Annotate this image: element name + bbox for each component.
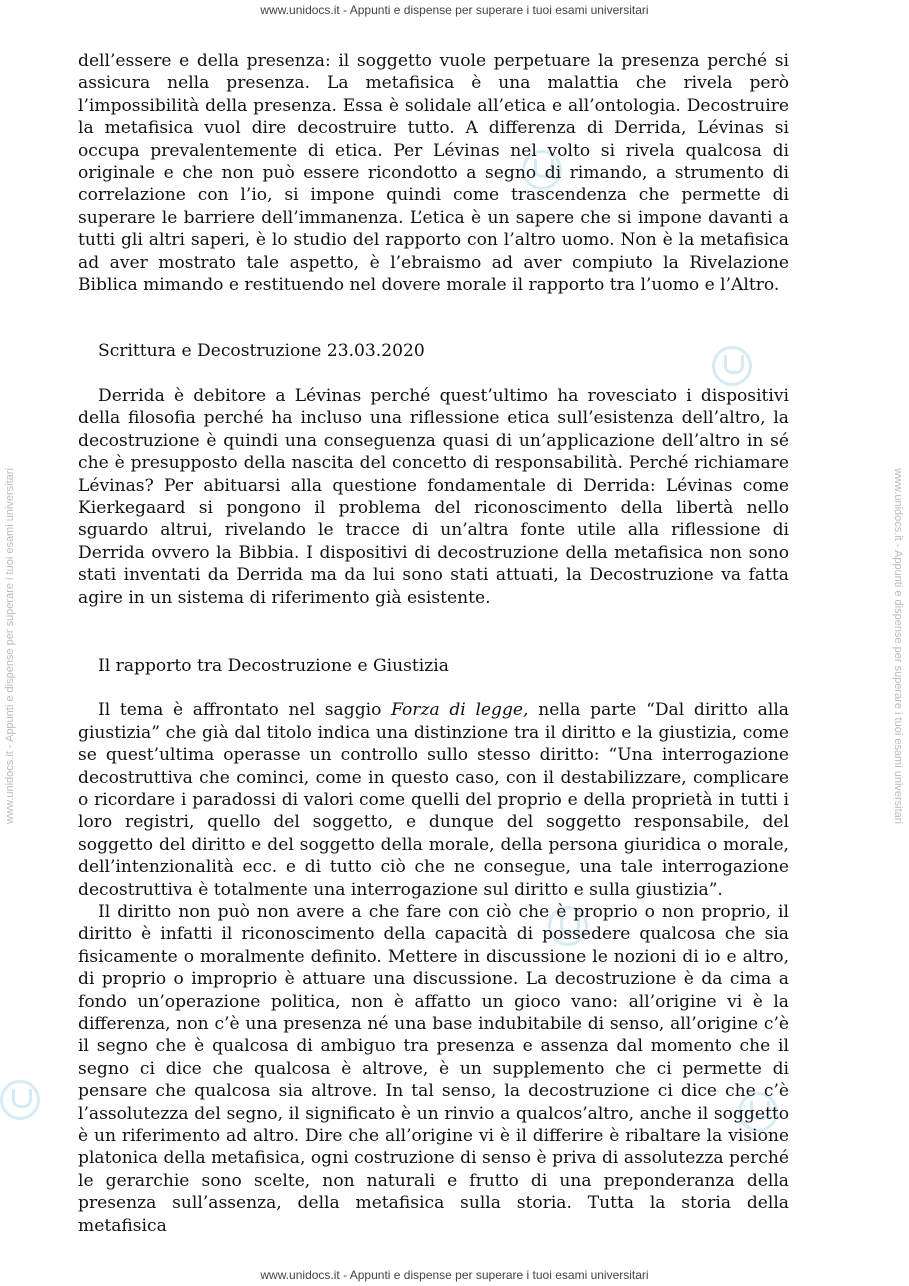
document-body	[78, 50, 789, 1237]
left-watermark-banner: www.unidocs.it - Appunti e dispense per superare i tuoi esami universitari	[4, 468, 16, 824]
bottom-watermark-banner: www.unidocs.it - Appunti e dispense per superare i tuoi esami universitari	[260, 1268, 649, 1282]
book-title-italic: Forza di legge,	[391, 700, 529, 721]
section-heading-scrittura: Scrittura e Decostruzione 23.03.2020	[98, 341, 425, 362]
right-watermark-banner: www.unidocs.it - Appunti e dispense per superare i tuoi esami universitari	[892, 468, 904, 824]
section-heading-giustizia: Il rapporto tra Decostruzione e Giustizia	[98, 655, 449, 676]
paragraph-3-start: Il tema è affrontato nel saggio	[98, 700, 392, 721]
paragraph-1: dell’essere e della presenza: il soggetto vuole perpetuare la presenza perché si assicura nella presenza. La metafisica è una malattia che rivela però l’impossibilità della presenza. Essa è solidale all’etica e all’ontologia. Decostruire la metafisica vuol dire decostruire tutto. A differenza di Derrida, Lévinas si occupa prevalentemente di etica. Per Lévinas nel volto si rivela qualcosa di originale e che non può essere ricondotto a segno di rimando, a strumento di correlazione con l’io, si impone quindi come trascendenza che permette di superare le barriere dell’immanenza. L’etica è un sapere che si impone davanti a tutti gli altri saperi, è lo studio del rapporto con l’altro uomo. Non è la metafisica ad aver mostrato tale aspetto, è l’ebraismo ad aver compiuto la Rivelazione Biblica mimando e restituendo nel dovere morale il rapporto tra l’uomo e l’Altro.	[78, 51, 789, 296]
top-watermark-banner: www.unidocs.it - Appunti e dispense per superare i tuoi esami universitari	[260, 3, 649, 17]
paragraph-3-rest: nella parte “Dal diritto alla giustizia” che già dal titolo indica una distinzione tra il diritto e la giustizia, come se quest’ultima operasse un controllo sullo stesso diritto: “Una interrogazione decostruttiva che cominci, come in questo caso, con il destabilizzare, complicare o ricordare i paradossi di valori come quelli del proprio e della proprietà in tutti i loro registri, quello del soggetto, e dunque del soggetto responsabile, del soggetto del diritto e del soggetto della morale, della persona giuridica o morale, dell’intenzionalità ecc. e di tutto ciò che ne consegue, una tale interrogazione decostruttiva è totalmente una interrogazione sul diritto e sulla giustizia”.	[78, 700, 789, 900]
paragraph-3	[78, 699, 789, 901]
paragraph-2: Derrida è debitore a Lévinas perché quest’ultimo ha rovesciato i dispositivi della filosofia perché ha incluso una riflessione etica sull’esistenza dell’altro, la decostruzione è quindi una conseguenza quasi di un’applicazione dell’altro in sé che è presupposto della nascita del concetto di responsabilità. Perché richiamare Lévinas? Per abituarsi alla questione fondamentale di Derrida: Lévinas come Kierkegaard si pongono il problema del riconoscimento della libertà nello sguardo altrui, rivelando le tracce di un’altra fonte utile alla riflessione di Derrida ovvero la Bibbia. I dispositivi di decostruzione della metafisica non sono stati inventati da Derrida ma da lui sono stati attuati, la Decostruzione va fatta agire in un sistema di riferimento già esistente.	[78, 385, 789, 608]
watermark-logo-icon	[0, 1080, 40, 1120]
paragraph-4: Il diritto non può non avere a che fare con ciò che è proprio o non proprio, il diritto è infatti il riconoscimento della capacità di possedere qualcosa che sia fisicamente o moralmente definito. Mettere in discussione le nozioni di io e altro, di proprio o improprio è attuare una discussione. La decostruzione è da cima a fondo un’operazione politica, non è affatto un gioco vano: all’origine vi è la differenza, non c’è una presenza né una base indubitabile di senso, all’origine c’è il segno che è qualcosa di ambiguo tra presenza e assenza dal momento che il segno ci dice che qualcosa è altrove, è un supplemento che ci permette di pensare che qualcosa sia altrove. In tal senso, la decostruzione ci dice che c’è l’assolutezza del segno, il significato è un rinvio a qualcos’altro, anche il soggetto è un riferimento ad altro. Dire che all’origine vi è il differire è ribaltare la visione platonica della metafisica, ogni costruzione di senso è priva di assolutezza perché le gerarchie sono scelte, non naturali e frutto di una preponderanza della presenza sull’assenza, della metafisica sulla storia. Tutta la storia della metafisica	[78, 902, 789, 1236]
